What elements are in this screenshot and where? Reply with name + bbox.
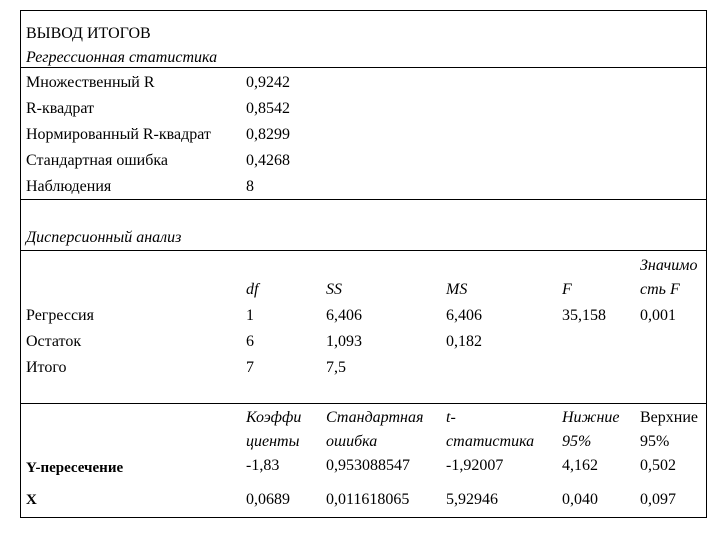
anova-regression-ms: 6,406 bbox=[446, 307, 482, 324]
coef-intercept-t-stat: -1,92007 bbox=[446, 457, 504, 474]
coef-intercept-upper95: 0,502 bbox=[640, 457, 676, 474]
anova-header-ms: MS bbox=[446, 281, 468, 298]
anova-row-label-total: Итого bbox=[26, 359, 67, 376]
coef-header-coefficients-line1: Коэффи bbox=[246, 409, 302, 426]
anova-header-significance-f-line1: Значимо bbox=[640, 257, 698, 274]
coef-x-upper95: 0,097 bbox=[640, 491, 676, 508]
anova-row-label-residual: Остаток bbox=[26, 333, 82, 350]
coef-x-coefficient: 0,0689 bbox=[246, 491, 290, 508]
anova-header-df: df bbox=[246, 281, 259, 298]
stat-label-standard-error: Стандартная ошибка bbox=[26, 152, 169, 169]
stat-label-r-squared: R-квадрат bbox=[26, 100, 95, 117]
anova-residual-ss: 1,093 bbox=[326, 333, 362, 350]
stat-value-r-squared: 0,8542 bbox=[246, 100, 290, 117]
stat-label-adjusted-r-squared: Нормированный R-квадрат bbox=[26, 126, 211, 143]
anova-header-f: F bbox=[562, 281, 572, 298]
coef-header-t-stat-line1: t- bbox=[446, 409, 456, 426]
anova-header-ss: SS bbox=[326, 281, 342, 298]
anova-residual-ms: 0,182 bbox=[446, 333, 482, 350]
anova-regression-f: 35,158 bbox=[562, 307, 606, 324]
coef-header-upper95-line2: 95% bbox=[640, 433, 670, 450]
anova-total-ss: 7,5 bbox=[326, 359, 346, 376]
stat-label-multiple-r: Множественный R bbox=[26, 74, 155, 91]
anova-regression-ss: 6,406 bbox=[326, 307, 362, 324]
coef-header-coefficients-line2: циенты bbox=[246, 433, 300, 450]
stat-value-observations: 8 bbox=[246, 178, 254, 195]
regression-stats-heading: Регрессионная статистика bbox=[26, 49, 218, 66]
stat-value-standard-error: 0,4268 bbox=[246, 152, 290, 169]
anova-row-label-regression: Регрессия bbox=[26, 307, 94, 324]
anova-header-significance-f-line2: сть F bbox=[640, 281, 680, 298]
stat-label-observations: Наблюдения bbox=[26, 178, 112, 195]
coef-row-label-intercept: Y-пересечение bbox=[26, 460, 124, 476]
stat-value-adjusted-r-squared: 0,8299 bbox=[246, 126, 290, 143]
stat-value-multiple-r: 0,9242 bbox=[246, 74, 290, 91]
coef-x-t-stat: 5,92946 bbox=[446, 491, 498, 508]
coef-header-upper95-line1: Верхние bbox=[640, 409, 698, 426]
coef-header-t-stat-line2: статистика bbox=[446, 433, 535, 450]
anova-total-df: 7 bbox=[246, 359, 254, 376]
coef-header-lower95-line1: Нижние bbox=[562, 409, 620, 426]
coef-header-std-error-line2: ошибка bbox=[326, 433, 378, 450]
anova-heading: Дисперсионный анализ bbox=[26, 229, 182, 246]
anova-regression-df: 1 bbox=[246, 307, 254, 324]
divider-after-anova-heading bbox=[21, 250, 706, 251]
divider-after-regression-stats bbox=[21, 199, 706, 200]
divider-after-anova-table bbox=[21, 403, 706, 404]
anova-residual-df: 6 bbox=[246, 333, 254, 350]
coef-x-lower95: 0,040 bbox=[562, 491, 598, 508]
coef-intercept-coefficient: -1,83 bbox=[246, 457, 280, 474]
coef-x-std-error: 0,011618065 bbox=[326, 491, 410, 508]
coef-intercept-lower95: 4,162 bbox=[562, 457, 598, 474]
coef-intercept-std-error: 0,953088547 bbox=[326, 457, 410, 474]
page-title: ВЫВОД ИТОГОВ bbox=[26, 25, 151, 42]
coef-row-label-x: X bbox=[26, 492, 37, 508]
coef-header-std-error-line1: Стандартная bbox=[326, 409, 424, 426]
anova-regression-significance-f: 0,001 bbox=[640, 307, 676, 324]
coef-header-lower95-line2: 95% bbox=[562, 433, 592, 450]
